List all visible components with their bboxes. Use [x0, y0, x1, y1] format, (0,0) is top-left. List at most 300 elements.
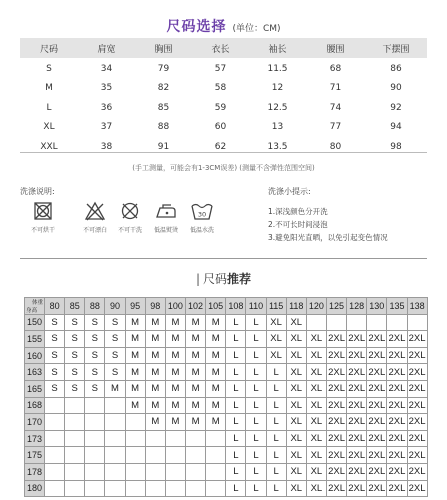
size-cell [165, 480, 185, 497]
size-cell: 2XL [347, 414, 367, 431]
grid-corner [25, 298, 45, 315]
weight-header: 138 [407, 298, 427, 315]
size-cell [65, 480, 85, 497]
cell-shoulder: 38 [100, 141, 113, 152]
cell-hem: 90 [390, 83, 402, 93]
wash-label: 低温水洗 [189, 227, 214, 234]
wash-label: 不可漂白 [82, 227, 107, 234]
size-cell: L [246, 480, 266, 497]
size-cell: 2XL [407, 480, 427, 497]
size-cell: 2XL [347, 331, 367, 348]
size-cell: S [45, 314, 65, 331]
cell-length: 58 [214, 83, 227, 93]
size-cell: M [185, 347, 205, 364]
size-cell: 2XL [387, 380, 407, 397]
size-table-row [20, 59, 427, 78]
size-cell: XL [306, 347, 326, 364]
size-cell [45, 430, 65, 447]
weight-header: 135 [387, 298, 407, 315]
size-cell: 2XL [347, 364, 367, 381]
size-cell: M [185, 380, 205, 397]
size-cell: XL [266, 331, 286, 348]
size-cell: M [206, 347, 226, 364]
size-cell [85, 430, 105, 447]
size-cell: XL [266, 347, 286, 364]
size-cell: 2XL [367, 430, 387, 447]
size-cell: XL [286, 447, 306, 464]
cell-length: 59 [214, 102, 227, 113]
size-cell [105, 480, 125, 497]
size-cell: L [246, 314, 266, 331]
corner-weight-label: 体重 [31, 300, 43, 306]
size-cell: L [246, 380, 266, 397]
size-cell: S [105, 314, 125, 331]
grid-row [25, 430, 428, 447]
size-cell: 2XL [367, 463, 387, 480]
weight-header: 80 [45, 298, 65, 315]
size-cell [85, 480, 105, 497]
size-cell: 2XL [326, 447, 346, 464]
cell-length: 62 [214, 141, 227, 152]
cell-hem: 92 [390, 102, 402, 113]
size-cell: 2XL [347, 463, 367, 480]
size-cell: S [85, 331, 105, 348]
weight-header: 110 [246, 298, 266, 315]
size-cell: S [85, 347, 105, 364]
size-cell: 2XL [326, 414, 346, 431]
size-cell: L [266, 480, 286, 497]
size-table-row [20, 98, 427, 117]
cell-waist: 74 [329, 102, 342, 113]
size-cell: L [266, 364, 286, 381]
size-cell: L [226, 331, 246, 348]
size-cell: L [266, 430, 286, 447]
cell-hem: 98 [390, 141, 402, 152]
size-cell: L [266, 380, 286, 397]
size-cell [185, 480, 205, 497]
cell-waist: 77 [329, 122, 342, 132]
measure-note: (手工测量，可能会有1-3CM误差) (测量不含弹性范围空间) [132, 164, 315, 172]
weight-header: 100 [165, 298, 185, 315]
size-cell: M [165, 414, 185, 431]
wash-30-icon [190, 201, 214, 221]
recommend-title-bold: 推荐 [227, 272, 252, 286]
cell-chest: 91 [157, 141, 170, 152]
size-selection-title [0, 16, 447, 36]
size-cell [65, 447, 85, 464]
cell-shoulder: 37 [100, 122, 113, 132]
size-cell: 2XL [326, 397, 346, 414]
cell-sleeve: 11.5 [267, 63, 288, 74]
size-cell: 2XL [387, 364, 407, 381]
size-cell: M [185, 314, 205, 331]
size-cell: 2XL [326, 380, 346, 397]
cell-chest: 85 [157, 102, 170, 113]
grid-header-row [25, 298, 428, 315]
weight-header: 102 [185, 298, 205, 315]
size-cell: 2XL [387, 480, 407, 497]
size-cell [85, 414, 105, 431]
height-header: 175 [25, 447, 45, 464]
tip-line: 2.不可长时间浸泡 [268, 220, 328, 229]
size-cell: 2XL [326, 463, 346, 480]
size-cell: L [246, 364, 266, 381]
size-cell: 2XL [407, 447, 427, 464]
size-cell: 2XL [326, 480, 346, 497]
size-cell: L [226, 380, 246, 397]
weight-header: 120 [306, 298, 326, 315]
size-cell: 2XL [407, 414, 427, 431]
size-cell: L [246, 331, 266, 348]
size-cell: S [85, 380, 105, 397]
cell-size: M [45, 83, 53, 93]
size-cell [85, 397, 105, 414]
cell-waist: 80 [329, 141, 342, 152]
title-main: 尺码选择 [166, 19, 227, 35]
size-cell [206, 480, 226, 497]
size-cell [105, 397, 125, 414]
cell-sleeve: 13 [271, 122, 284, 132]
size-cell [45, 463, 65, 480]
cell-sleeve: 12 [271, 83, 284, 93]
size-cell: M [145, 380, 165, 397]
size-cell [45, 397, 65, 414]
grid-row [25, 463, 428, 480]
size-cell [105, 447, 125, 464]
size-cell [145, 430, 165, 447]
size-cell: L [246, 347, 266, 364]
wash-title: 洗涤说明: [20, 187, 55, 196]
size-cell: M [165, 364, 185, 381]
size-cell: 2XL [407, 364, 427, 381]
size-cell: M [185, 331, 205, 348]
size-cell: M [165, 380, 185, 397]
header-shoulder: 肩宽 [97, 44, 116, 55]
cell-waist: 71 [329, 83, 342, 93]
cell-shoulder: 34 [100, 63, 113, 74]
size-cell [185, 430, 205, 447]
size-cell: M [145, 331, 165, 348]
size-cell: 2XL [387, 430, 407, 447]
size-cell: M [206, 414, 226, 431]
size-cell [326, 314, 346, 331]
size-cell: 2XL [367, 331, 387, 348]
size-cell: M [125, 314, 145, 331]
size-cell: L [226, 314, 246, 331]
size-cell: M [165, 331, 185, 348]
no-tumble-dry-icon [33, 201, 53, 221]
tip-line: 1.深浅颜色分开洗 [268, 207, 328, 216]
size-cell: XL [306, 480, 326, 497]
size-cell: L [226, 347, 246, 364]
size-cell [65, 430, 85, 447]
height-header: 163 [25, 364, 45, 381]
cell-hem: 86 [390, 63, 402, 74]
size-cell [145, 447, 165, 464]
height-header: 155 [25, 331, 45, 348]
size-cell: S [65, 347, 85, 364]
size-cell: 2XL [326, 364, 346, 381]
cell-size: XXL [40, 141, 58, 152]
size-cell: L [266, 447, 286, 464]
wash-item [22, 201, 64, 234]
header-hem: 下摆围 [382, 44, 410, 55]
size-cell: S [65, 331, 85, 348]
height-header: 173 [25, 430, 45, 447]
size-cell: M [206, 331, 226, 348]
size-cell [105, 430, 125, 447]
size-cell: 2XL [387, 414, 407, 431]
size-cell: 2XL [326, 347, 346, 364]
grid-row [25, 397, 428, 414]
size-cell [306, 314, 326, 331]
weight-header: 125 [326, 298, 346, 315]
size-cell: 2XL [407, 331, 427, 348]
size-cell: 2XL [387, 397, 407, 414]
size-cell [85, 447, 105, 464]
size-cell: M [206, 380, 226, 397]
size-cell: L [226, 447, 246, 464]
size-cell: L [266, 414, 286, 431]
size-cell [367, 314, 387, 331]
size-cell: L [226, 364, 246, 381]
grid-row [25, 414, 428, 431]
size-cell [85, 463, 105, 480]
cell-shoulder: 35 [100, 83, 113, 93]
size-cell: XL [306, 463, 326, 480]
size-cell: S [65, 380, 85, 397]
size-cell: XL [306, 414, 326, 431]
weight-header: 118 [286, 298, 306, 315]
title-unit: (单位：CM) [232, 24, 281, 34]
size-cell [387, 314, 407, 331]
size-cell: L [226, 480, 246, 497]
size-cell: M [125, 380, 145, 397]
size-cell: M [165, 314, 185, 331]
weight-header: 128 [347, 298, 367, 315]
size-cell: XL [306, 430, 326, 447]
size-cell: 2XL [407, 397, 427, 414]
size-cell: L [246, 414, 266, 431]
cell-size: S [46, 63, 52, 74]
size-cell: XL [306, 331, 326, 348]
corner-height-label: 身高 [26, 307, 38, 314]
size-cell: M [165, 397, 185, 414]
grid-row [25, 331, 428, 348]
height-header: 180 [25, 480, 45, 497]
size-cell: XL [306, 397, 326, 414]
cell-size: XL [43, 122, 55, 132]
weight-header: 90 [105, 298, 125, 315]
cell-hem: 94 [390, 122, 402, 132]
weight-header: 115 [266, 298, 286, 315]
size-cell: 2XL [407, 463, 427, 480]
size-cell: 2XL [387, 463, 407, 480]
height-header: 160 [25, 347, 45, 364]
size-cell [206, 463, 226, 480]
size-cell: S [85, 364, 105, 381]
size-cell: XL [306, 380, 326, 397]
size-cell: M [145, 397, 165, 414]
size-cell [407, 314, 427, 331]
size-cell: 2XL [367, 347, 387, 364]
size-cell [165, 447, 185, 464]
size-cell: XL [266, 314, 286, 331]
header-sleeve: 袖长 [268, 44, 287, 55]
size-cell: XL [286, 380, 306, 397]
size-cell: 2XL [367, 480, 387, 497]
weight-header: 105 [206, 298, 226, 315]
size-cell: 2XL [367, 397, 387, 414]
weight-header: 95 [125, 298, 145, 315]
size-cell: 2XL [347, 397, 367, 414]
size-cell [125, 447, 145, 464]
size-cell: XL [286, 314, 306, 331]
size-cell [165, 430, 185, 447]
size-cell: XL [286, 364, 306, 381]
size-cell: L [226, 430, 246, 447]
size-cell: M [185, 397, 205, 414]
size-cell: 2XL [407, 430, 427, 447]
weight-header: 88 [85, 298, 105, 315]
size-cell [65, 414, 85, 431]
size-cell: 2XL [347, 380, 367, 397]
size-table-row [20, 118, 427, 137]
size-cell: XL [286, 463, 306, 480]
size-cell: L [226, 397, 246, 414]
size-cell [145, 463, 165, 480]
grid-row [25, 347, 428, 364]
size-table-row [20, 79, 427, 98]
size-cell: M [105, 380, 125, 397]
cell-chest: 79 [157, 63, 170, 74]
size-cell: L [246, 463, 266, 480]
size-cell: M [206, 314, 226, 331]
size-cell [45, 414, 65, 431]
size-table-bottom-rule [20, 152, 427, 153]
size-cell: 2XL [347, 480, 367, 497]
grid-row [25, 480, 428, 497]
no-bleach-icon [84, 201, 106, 221]
grid-row [25, 447, 428, 464]
cell-length: 60 [214, 122, 227, 132]
size-cell: L [266, 397, 286, 414]
header-chest: 胸围 [154, 44, 173, 55]
grid-row [25, 380, 428, 397]
height-header: 168 [25, 397, 45, 414]
size-cell: M [125, 364, 145, 381]
height-header: 150 [25, 314, 45, 331]
grid-row [25, 314, 428, 331]
size-cell [65, 463, 85, 480]
size-cell [45, 447, 65, 464]
size-cell [125, 414, 145, 431]
size-cell: L [246, 397, 266, 414]
size-cell: S [45, 347, 65, 364]
size-cell: 2XL [367, 380, 387, 397]
cell-size: L [46, 102, 52, 113]
size-cell: XL [286, 480, 306, 497]
size-cell [145, 480, 165, 497]
size-table-header [20, 38, 427, 58]
recommend-title-pre: 尺码 [203, 272, 228, 286]
size-cell [65, 397, 85, 414]
size-cell: M [206, 364, 226, 381]
size-cell: M [206, 397, 226, 414]
wash-temp: 30 [197, 210, 207, 219]
size-cell: 2XL [387, 347, 407, 364]
size-cell: XL [286, 347, 306, 364]
weight-header: 108 [226, 298, 246, 315]
weight-header: 85 [65, 298, 85, 315]
size-cell: 2XL [367, 364, 387, 381]
recommend-title: | 尺码推荐 [195, 272, 252, 286]
tips-title: 洗涤小提示: [268, 187, 311, 196]
height-header: 170 [25, 414, 45, 431]
size-cell [206, 447, 226, 464]
weight-header: 130 [367, 298, 387, 315]
low-temp-iron-icon [154, 201, 178, 221]
size-cell [206, 430, 226, 447]
no-dry-clean-icon [120, 201, 140, 221]
cell-sleeve: 13.5 [267, 141, 288, 152]
size-cell: XL [286, 430, 306, 447]
size-cell: 2XL [407, 380, 427, 397]
size-cell: XL [286, 414, 306, 431]
grid-row [25, 364, 428, 381]
cell-shoulder: 36 [100, 102, 113, 113]
header-waist: 腰围 [326, 44, 345, 55]
size-cell: M [125, 331, 145, 348]
size-table-row [20, 137, 427, 156]
size-cell [125, 480, 145, 497]
weight-header: 98 [145, 298, 165, 315]
size-cell: M [165, 347, 185, 364]
size-cell: 2XL [347, 430, 367, 447]
tip-line: 3.避免阳光直晒，以免引起变色情况 [268, 233, 388, 242]
size-cell [185, 447, 205, 464]
size-cell: L [266, 463, 286, 480]
size-cell: L [226, 414, 246, 431]
size-cell: L [246, 447, 266, 464]
size-cell [125, 430, 145, 447]
size-cell: S [65, 314, 85, 331]
size-cell: 2XL [326, 331, 346, 348]
size-cell: S [105, 331, 125, 348]
size-cell [105, 463, 125, 480]
size-cell: 2XL [367, 447, 387, 464]
size-cell [185, 463, 205, 480]
size-cell: L [226, 463, 246, 480]
height-header: 165 [25, 380, 45, 397]
size-cell: 2XL [347, 347, 367, 364]
size-cell: M [125, 347, 145, 364]
size-cell: S [105, 347, 125, 364]
size-cell: M [145, 414, 165, 431]
size-cell: S [65, 364, 85, 381]
size-cell: M [145, 314, 165, 331]
header-size: 尺码 [39, 44, 58, 55]
wash-label: 不可烘干 [30, 227, 55, 234]
size-cell: XL [306, 447, 326, 464]
size-recommend-grid [24, 297, 428, 497]
wash-label: 不可干洗 [117, 227, 142, 234]
recommend-divider [20, 258, 427, 259]
header-length: 衣长 [211, 44, 230, 55]
size-cell: S [45, 380, 65, 397]
size-cell: 2XL [387, 331, 407, 348]
size-cell: M [125, 397, 145, 414]
